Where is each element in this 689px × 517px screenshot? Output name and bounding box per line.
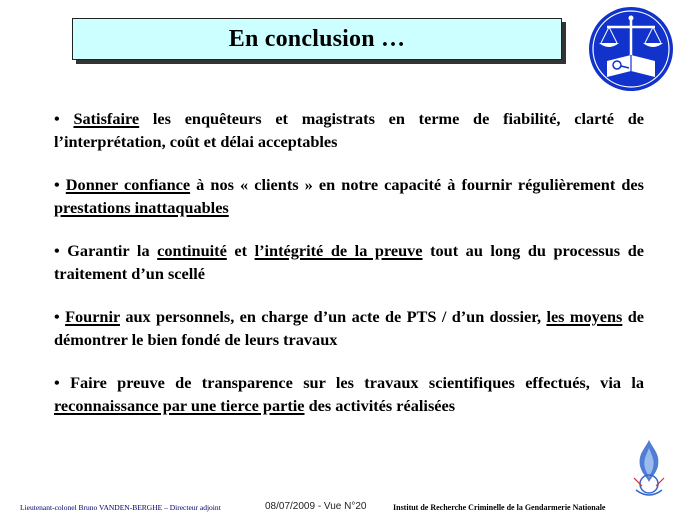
underlined-text: l’intégrité de la preuve [254,241,423,260]
bullet-item [54,107,644,153]
bullet-text: et [226,241,255,260]
bullet-text: Garantir la [67,241,158,260]
bullet-text: aux personnels, en charge d’un acte de PTS / d’un dossier, [119,307,547,326]
footer-author: Lieutenant-colonel Bruno VANDEN-BERGHE – Directeur adjoint [20,503,221,512]
bullet-item [54,305,644,351]
underlined-text: continuité [157,241,227,260]
gendarmerie-flame-emblem-icon [628,438,670,500]
underlined-text: les moyens [546,307,623,326]
bullet-text: des activités réalisées [304,396,456,415]
bullet-text: les enquêteurs et magistrats en terme de fiabilité, clarté de l’interprétation, coût et délai acceptables [54,109,644,151]
bullet-item [54,173,644,219]
bullet-marker: • [54,241,68,260]
underlined-text: Donner confiance [65,175,191,194]
underlined-text: Satisfaire [73,109,140,128]
justice-scales-book-logo-icon [587,5,675,93]
underlined-text: prestations inattaquables [54,198,229,217]
bullet-marker: • [54,175,66,194]
underlined-text: Fournir [65,307,120,326]
bullet-item [54,371,644,417]
underlined-text: reconnaissance par une tierce partie [54,396,305,415]
bullet-marker: • [54,373,71,392]
bullet-text: de démontrer le bien fondé de leurs travaux [54,307,645,349]
bullet-text: à nos « clients » en notre capacité à fournir régulièrement des [190,175,644,194]
bullet-text: Faire preuve de transparence sur les travaux scientifiques effectués, via la [70,373,644,392]
footer-date-slide: 08/07/2009 - Vue N°20 [265,501,367,512]
title-box [72,18,562,60]
slide-title: En conclusion … [228,25,406,52]
bullet-marker: • [54,307,66,326]
footer-institute: Institut de Recherche Criminelle de la Gendarmerie Nationale [393,503,606,512]
bullet-text: tout au long du processus de traitement d’un scellé [54,241,644,283]
bullet-marker: • [54,109,74,128]
bullet-list [54,107,644,417]
bullet-item [54,239,644,285]
